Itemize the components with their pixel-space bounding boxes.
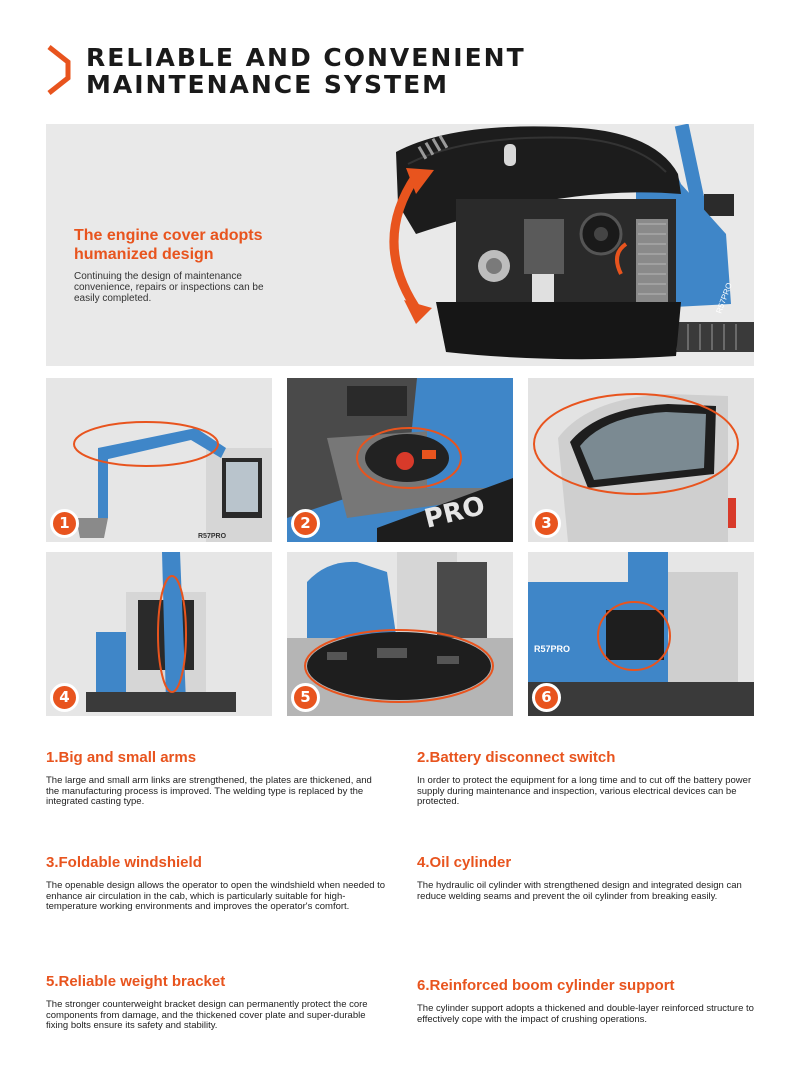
page-title bbox=[86, 44, 526, 98]
photo-number-badge: 2 bbox=[291, 509, 320, 538]
photo-6-caption: R57PRO bbox=[534, 644, 571, 654]
boom-support-image bbox=[528, 552, 754, 716]
photo-number-badge: 6 bbox=[532, 683, 561, 712]
oil-cylinder-image bbox=[46, 552, 272, 716]
photo-weight-bracket bbox=[287, 552, 513, 716]
engine-compartment-image bbox=[336, 124, 754, 366]
photo-oil-cylinder bbox=[46, 552, 272, 716]
feature-title: 4.Oil cylinder bbox=[417, 854, 512, 871]
title-line-1: RELIABLE AND CONVENIENT bbox=[86, 43, 526, 72]
photo-1-caption: R57PRO bbox=[198, 533, 227, 540]
photo-number-badge: 1 bbox=[50, 509, 79, 538]
hero-machine-mark: R57PRO bbox=[714, 281, 734, 315]
chevron-right-icon bbox=[46, 44, 72, 96]
hero-title-line-2: humanized design bbox=[74, 246, 214, 263]
photo-windshield bbox=[528, 378, 754, 542]
feature-4 bbox=[417, 854, 757, 902]
feature-6 bbox=[417, 977, 757, 1025]
feature-text: In order to protect the equipment for a long time and to cut off the battery power supply during maintenance and inspection, various electrical devices can be protected. bbox=[417, 775, 752, 807]
feature-title: 1.Big and small arms bbox=[46, 749, 197, 766]
hero-panel bbox=[46, 124, 754, 366]
hero-description: Continuing the design of maintenance convenience, repairs or inspections can be easily completed. bbox=[74, 271, 264, 304]
hero-title bbox=[74, 226, 262, 264]
photo-number-badge: 5 bbox=[291, 683, 320, 712]
feature-text: The openable design allows the operator to open the windshield when needed to enhance air circulation in the cab, which is particularly suitable for high-temperature working environments and improves the operator's comfort. bbox=[46, 880, 386, 912]
photo-number-badge: 3 bbox=[532, 509, 561, 538]
feature-text: The stronger counterweight bracket design can permanently protect the core components from damage, and the thickened cover plate and super-durable fixing bolts ensure its safety and stability. bbox=[46, 999, 368, 1031]
weight-bracket-image bbox=[287, 552, 513, 716]
feature-text: The large and small arm links are strengthened, the plates are thickened, and the manufacturing process is improved. The welding type is replaced by the integrated casting type. bbox=[46, 775, 372, 807]
feature-title: 6.Reinforced boom cylinder support bbox=[417, 977, 675, 994]
feature-title: 5.Reliable weight bracket bbox=[46, 973, 226, 990]
feature-text: The hydraulic oil cylinder with strengthened design and integrated design can reduce welding seams and prevent the oil cylinder from breaking easily. bbox=[417, 880, 742, 902]
photo-battery bbox=[287, 378, 513, 542]
photo-arms bbox=[46, 378, 272, 542]
feature-title: 3.Foldable windshield bbox=[46, 854, 202, 871]
feature-title: 2.Battery disconnect switch bbox=[417, 749, 616, 766]
excavator-arm-image bbox=[46, 378, 272, 542]
hero-title-line-1: The engine cover adopts bbox=[74, 227, 263, 244]
feature-text: The cylinder support adopts a thickened and double-layer reinforced structure to effectively cope with the impact of crushing operations. bbox=[417, 1003, 754, 1025]
battery-switch-image bbox=[287, 378, 513, 542]
photo-boom-support bbox=[528, 552, 754, 716]
photo-number-badge: 4 bbox=[50, 683, 79, 712]
feature-1 bbox=[46, 749, 386, 808]
feature-5 bbox=[46, 973, 386, 1032]
windshield-image bbox=[528, 378, 754, 542]
title-line-2: MAINTENANCE SYSTEM bbox=[86, 70, 450, 99]
feature-3 bbox=[46, 854, 386, 913]
feature-2 bbox=[417, 749, 757, 808]
photo-2-caption: PRO bbox=[421, 490, 489, 535]
